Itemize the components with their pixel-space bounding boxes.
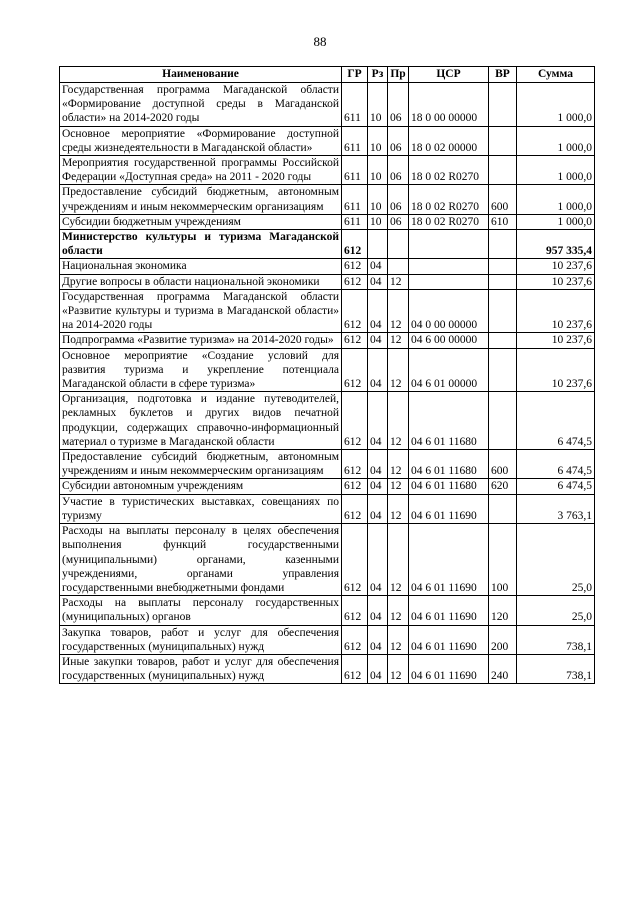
cell-rz: 04 (368, 524, 388, 596)
cell-sum: 738,1 (517, 625, 595, 654)
table-row (60, 450, 595, 479)
cell-csr: 18 0 02 R0270 (409, 156, 489, 185)
table-header-row (60, 67, 595, 83)
cell-name: Мероприятия государственной программы Российской Федерации «Доступная среда» на 2011 - 2020 годы (60, 156, 342, 185)
cell-csr: 04 6 01 11690 (409, 494, 489, 523)
header-vr: ВР (489, 67, 517, 83)
cell-sum: 10 237,6 (517, 289, 595, 333)
cell-vr: 620 (489, 479, 517, 494)
cell-rz: 04 (368, 333, 388, 348)
cell-pr: 12 (388, 450, 409, 479)
budget-table (59, 66, 595, 684)
table-row (60, 524, 595, 596)
table-row (60, 333, 595, 348)
cell-name: Национальная экономика (60, 259, 342, 274)
cell-rz: 10 (368, 156, 388, 185)
cell-name: Государственная программа Магаданской области «Развитие культуры и туризма в Магаданской области» на 2014-2020 годы (60, 289, 342, 333)
cell-gr: 611 (342, 156, 368, 185)
cell-gr: 612 (342, 230, 368, 259)
cell-vr (489, 126, 517, 155)
cell-gr: 612 (342, 596, 368, 625)
cell-rz: 04 (368, 274, 388, 289)
cell-pr: 12 (388, 479, 409, 494)
cell-sum: 1 000,0 (517, 156, 595, 185)
cell-vr: 240 (489, 654, 517, 683)
cell-csr: 04 6 01 00000 (409, 348, 489, 392)
cell-gr: 612 (342, 348, 368, 392)
cell-csr: 18 0 00 00000 (409, 83, 489, 127)
cell-pr: 12 (388, 274, 409, 289)
header-pr: Пр (388, 67, 409, 83)
table-row (60, 348, 595, 392)
table-body (60, 83, 595, 684)
cell-rz (368, 230, 388, 259)
cell-gr: 612 (342, 274, 368, 289)
cell-sum: 738,1 (517, 654, 595, 683)
cell-sum: 1 000,0 (517, 83, 595, 127)
cell-gr: 612 (342, 333, 368, 348)
header-rz: Рз (368, 67, 388, 83)
cell-gr: 611 (342, 83, 368, 127)
cell-name: Предоставление субсидий бюджетным, автономным учреждениям и иным некоммерческим организациям (60, 450, 342, 479)
cell-csr: 04 6 00 00000 (409, 333, 489, 348)
cell-name: Участие в туристических выставках, совещаниях по туризму (60, 494, 342, 523)
table-row (60, 214, 595, 229)
cell-pr: 06 (388, 185, 409, 214)
cell-sum: 6 474,5 (517, 450, 595, 479)
cell-vr: 200 (489, 625, 517, 654)
cell-csr (409, 230, 489, 259)
cell-vr (489, 348, 517, 392)
cell-vr: 600 (489, 185, 517, 214)
cell-pr (388, 259, 409, 274)
table-row (60, 596, 595, 625)
cell-sum: 10 237,6 (517, 333, 595, 348)
cell-rz: 04 (368, 450, 388, 479)
cell-sum: 6 474,5 (517, 479, 595, 494)
cell-gr: 611 (342, 214, 368, 229)
cell-gr: 612 (342, 654, 368, 683)
cell-pr: 12 (388, 392, 409, 450)
cell-gr: 612 (342, 524, 368, 596)
cell-vr (489, 156, 517, 185)
cell-vr (489, 259, 517, 274)
cell-rz: 04 (368, 654, 388, 683)
cell-vr (489, 83, 517, 127)
cell-pr (388, 230, 409, 259)
cell-sum: 10 237,6 (517, 259, 595, 274)
cell-pr: 12 (388, 348, 409, 392)
cell-vr: 100 (489, 524, 517, 596)
cell-sum: 1 000,0 (517, 214, 595, 229)
cell-pr: 12 (388, 524, 409, 596)
cell-vr (489, 392, 517, 450)
cell-sum: 1 000,0 (517, 185, 595, 214)
cell-csr: 04 6 01 11680 (409, 479, 489, 494)
cell-gr: 612 (342, 494, 368, 523)
table-row (60, 494, 595, 523)
cell-csr: 18 0 02 R0270 (409, 214, 489, 229)
cell-gr: 612 (342, 259, 368, 274)
cell-gr: 612 (342, 479, 368, 494)
table-row (60, 83, 595, 127)
cell-rz: 10 (368, 214, 388, 229)
cell-rz: 04 (368, 625, 388, 654)
cell-pr: 06 (388, 83, 409, 127)
table-row (60, 392, 595, 450)
table-row (60, 479, 595, 494)
cell-rz: 04 (368, 392, 388, 450)
cell-sum: 10 237,6 (517, 348, 595, 392)
header-name: Наименование (60, 67, 342, 83)
cell-csr: 18 0 02 R0270 (409, 185, 489, 214)
cell-vr: 600 (489, 450, 517, 479)
cell-pr: 12 (388, 289, 409, 333)
cell-name: Государственная программа Магаданской области «Формирование доступной среды в Магаданской области» на 2014-2020 годы (60, 83, 342, 127)
cell-csr: 18 0 02 00000 (409, 126, 489, 155)
cell-sum: 3 763,1 (517, 494, 595, 523)
cell-csr: 04 0 00 00000 (409, 289, 489, 333)
cell-csr: 04 6 01 11680 (409, 392, 489, 450)
cell-csr: 04 6 01 11690 (409, 625, 489, 654)
cell-pr: 12 (388, 654, 409, 683)
cell-rz: 10 (368, 126, 388, 155)
cell-rz: 04 (368, 479, 388, 494)
table-row (60, 625, 595, 654)
cell-sum: 10 237,6 (517, 274, 595, 289)
cell-name: Иные закупки товаров, работ и услуг для обеспечения государственных (муниципальных) нужд (60, 654, 342, 683)
table-row (60, 185, 595, 214)
cell-sum: 25,0 (517, 524, 595, 596)
cell-vr (489, 230, 517, 259)
table-row (60, 274, 595, 289)
cell-name: Расходы на выплаты персоналу государственных (муниципальных) органов (60, 596, 342, 625)
cell-rz: 04 (368, 289, 388, 333)
cell-sum: 1 000,0 (517, 126, 595, 155)
table-row (60, 289, 595, 333)
table-row (60, 654, 595, 683)
cell-csr (409, 274, 489, 289)
cell-csr (409, 259, 489, 274)
cell-gr: 612 (342, 450, 368, 479)
cell-gr: 611 (342, 185, 368, 214)
cell-vr (489, 333, 517, 348)
cell-name: Предоставление субсидий бюджетным, автономным учреждениям и иным некоммерческим организациям (60, 185, 342, 214)
cell-name: Закупка товаров, работ и услуг для обеспечения государственных (муниципальных) нужд (60, 625, 342, 654)
header-gr: ГР (342, 67, 368, 83)
cell-name: Организация, подготовка и издание путеводителей, рекламных буклетов и других видов печатной продукции, содержащих справочно-информационный материал о туризме в Магаданской области (60, 392, 342, 450)
cell-name: Расходы на выплаты персоналу в целях обеспечения выполнения функций государственными (муниципальными) органами, казенными учреждениями, органами управления государственными внебюджетными фондами (60, 524, 342, 596)
cell-vr: 610 (489, 214, 517, 229)
cell-sum: 957 335,4 (517, 230, 595, 259)
cell-name: Субсидии бюджетным учреждениям (60, 214, 342, 229)
header-csr: ЦСР (409, 67, 489, 83)
cell-name: Основное мероприятие «Формирование доступной среды жизнедеятельности в Магаданской области» (60, 126, 342, 155)
cell-gr: 611 (342, 126, 368, 155)
cell-rz: 04 (368, 348, 388, 392)
cell-pr: 12 (388, 625, 409, 654)
cell-pr: 06 (388, 156, 409, 185)
cell-rz: 10 (368, 185, 388, 214)
cell-csr: 04 6 01 11690 (409, 654, 489, 683)
cell-vr (489, 494, 517, 523)
table-row (60, 230, 595, 259)
cell-csr: 04 6 01 11680 (409, 450, 489, 479)
cell-name: Другие вопросы в области национальной экономики (60, 274, 342, 289)
cell-gr: 612 (342, 625, 368, 654)
header-sum: Сумма (517, 67, 595, 83)
cell-vr: 120 (489, 596, 517, 625)
cell-pr: 06 (388, 126, 409, 155)
cell-rz: 04 (368, 494, 388, 523)
cell-pr: 12 (388, 596, 409, 625)
cell-name: Субсидии автономным учреждениям (60, 479, 342, 494)
table-row (60, 259, 595, 274)
cell-name: Подпрограмма «Развитие туризма» на 2014-2020 годы» (60, 333, 342, 348)
cell-vr (489, 289, 517, 333)
cell-pr: 06 (388, 214, 409, 229)
cell-csr: 04 6 01 11690 (409, 596, 489, 625)
cell-name: Основное мероприятие «Создание условий для развития туризма и укрепление потенциала Магаданской области в сфере туризма» (60, 348, 342, 392)
cell-rz: 04 (368, 259, 388, 274)
cell-gr: 612 (342, 392, 368, 450)
cell-gr: 612 (342, 289, 368, 333)
table-row (60, 126, 595, 155)
cell-vr (489, 274, 517, 289)
cell-sum: 25,0 (517, 596, 595, 625)
cell-csr: 04 6 01 11690 (409, 524, 489, 596)
page-number: 88 (313, 34, 327, 49)
cell-rz: 04 (368, 596, 388, 625)
cell-rz: 10 (368, 83, 388, 127)
table-row (60, 156, 595, 185)
cell-name: Министерство культуры и туризма Магаданской области (60, 230, 342, 259)
cell-sum: 6 474,5 (517, 392, 595, 450)
cell-pr: 12 (388, 333, 409, 348)
cell-pr: 12 (388, 494, 409, 523)
